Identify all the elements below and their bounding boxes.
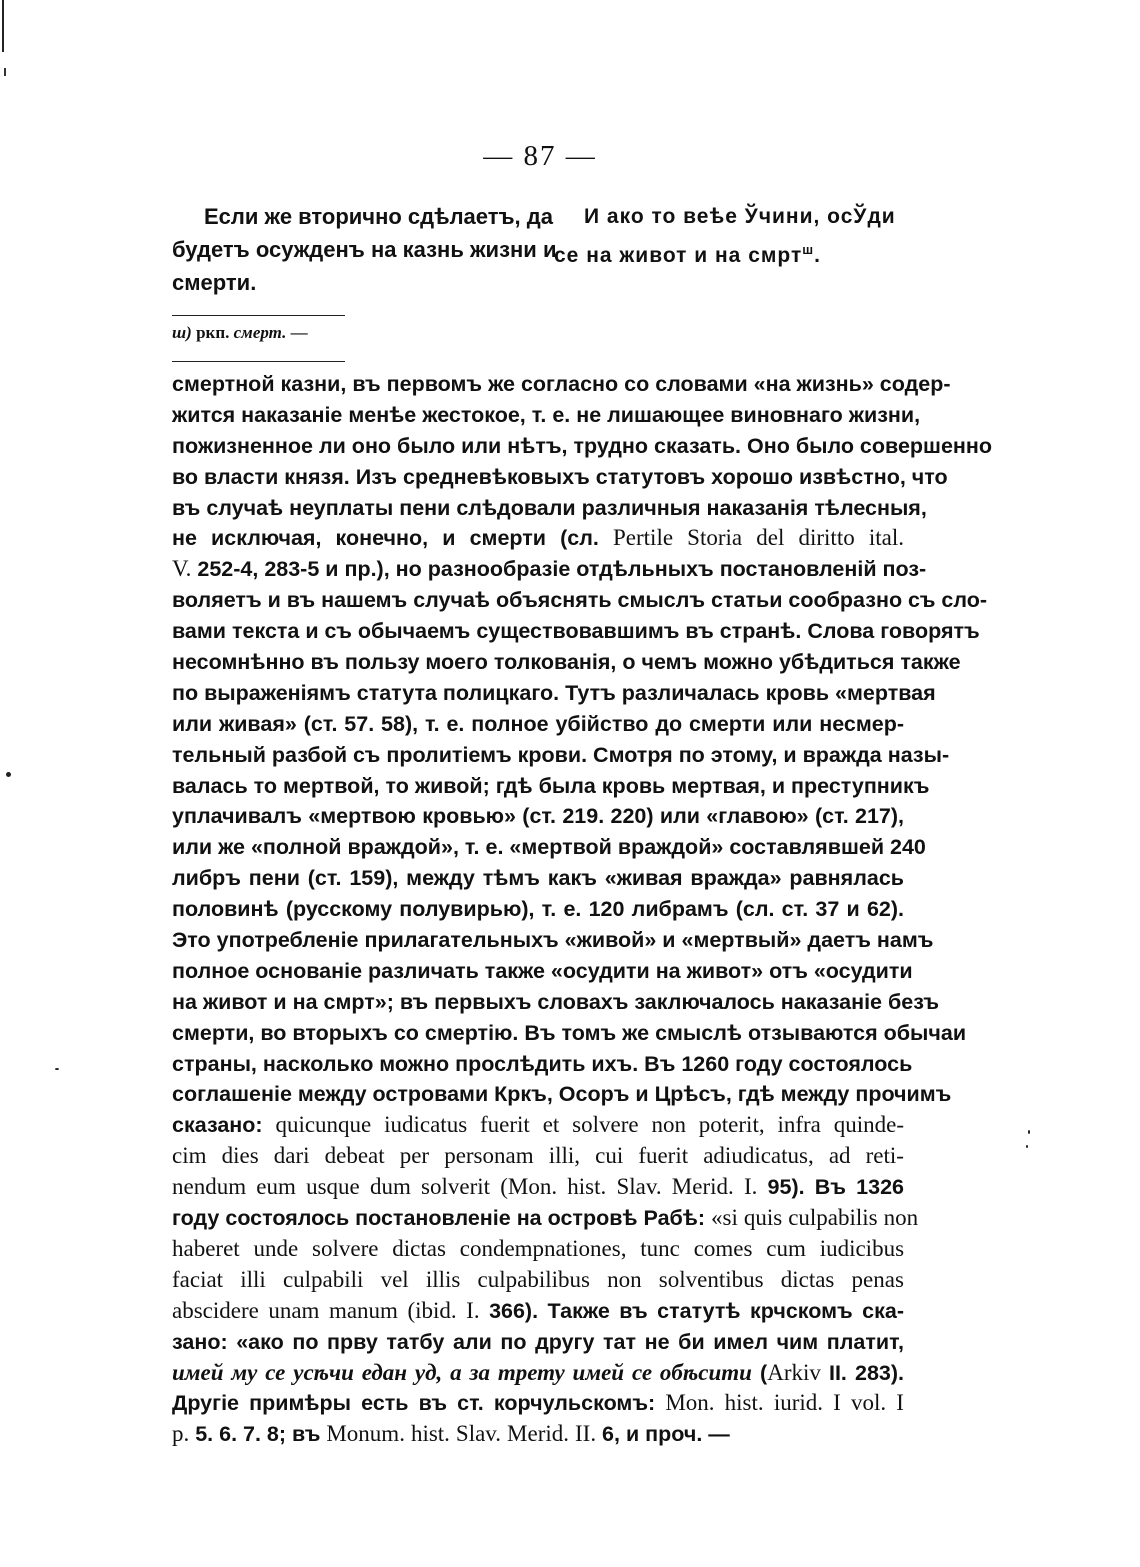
footnote-abbr: ркп. <box>196 323 230 342</box>
text-line: имей му се усѣчи едан уд, а за трету имей се обѣсити (Arkiv II. 283). <box>172 1359 904 1385</box>
text-line: году состоялось постановленіе на островѣ Рабѣ: «si quis culpabilis non <box>172 1205 919 1231</box>
text-line: не исключая, конечно, и смерти (сл. Pertile Storia del diritto ital. <box>172 525 904 551</box>
commentary-text <box>172 369 993 1450</box>
text-line: по выраженіямъ статута полицкаго. Тутъ различалась кровь «мертвая <box>172 680 936 705</box>
text-line: полное основаніе различать также «осудити на живот» отъ «осудити <box>172 958 913 983</box>
footnote-word: смерт. <box>233 323 287 342</box>
text-line: или же «полной враждой», т. е. «мертвой враждой» составлявшей 240 <box>172 835 926 860</box>
footnote-rule-top <box>172 315 345 316</box>
original-line: И ако то веѣе Ўчини, осЎди <box>584 205 896 228</box>
russian-translation-column <box>172 200 557 299</box>
scan-speck <box>55 1068 59 1070</box>
text-line: половинѣ (русскому полувирью), т. е. 120 либрамъ (сл. ст. 37 и 62). <box>172 897 904 922</box>
footnote-dash: — <box>290 323 308 342</box>
scan-speck <box>6 772 11 777</box>
text-line: Другіе примѣры есть въ ст. корчульскомъ: Mon. hist. iurid. I vol. I <box>172 1390 904 1416</box>
text-line: Это употребленіе прилагательныхъ «живой» и «мертвый» даетъ намъ <box>172 928 934 953</box>
text-line: зано: «ако по прву татбу али по другу тат не би имел чим платит, <box>172 1329 904 1354</box>
text-line: или живая» (ст. 57. 58), т. е. полное убійство до смерти или несмер- <box>172 711 904 736</box>
text-line: въ случаѣ неуплаты пени слѣдовали различныя наказанія тѣлесныя, <box>172 495 927 520</box>
footnote <box>172 323 308 343</box>
text-line: cim dies dari debeat per personam illi, cui fuerit adiudicatus, ad reti- <box>172 1143 904 1169</box>
text-line: вами текста и съ обычаемъ существовавшимъ въ странѣ. Слова говорятъ <box>172 619 980 644</box>
text-line: haberet unde solvere dictas condempnationes, tunc comes cum iudicibus <box>172 1235 905 1261</box>
text-line: воляетъ и въ нашемъ случаѣ объяснять смыслъ статьи сообразно съ сло- <box>172 588 988 613</box>
text-line: страны, насколько можно прослѣдить ихъ. Въ 1260 году состоялось <box>172 1051 913 1076</box>
original-line: се на живот и на смрт$^ш$. <box>554 242 821 267</box>
text-line: на живот и на смрт»; въ первыхъ словахъ заключалось наказаніе безъ <box>172 989 940 1014</box>
text-line: p. 5. 6. 7. 8; въ Monum. hist. Slav. Merid. II. 6, и проч. — <box>172 1421 730 1447</box>
text-line: валась то мертвой, то живой; гдѣ была кровь мертвая, и преступникъ <box>172 773 930 798</box>
footnote-rule-bottom <box>172 361 345 362</box>
text-line: соглашеніе между островами Кркъ, Осоръ и Црѣсъ, гдѣ между прочимъ <box>172 1082 952 1107</box>
text-line: уплачивалъ «мертвою кровью» (ст. 219. 220) или «главою» (ст. 217), <box>172 804 904 829</box>
page-number: — 87 — <box>483 140 597 172</box>
scan-edge-mark <box>2 0 4 52</box>
text-line: жится наказаніе менѣе жестокое, т. е. не лишающее виновнаго жизни, <box>172 402 921 427</box>
text-line: смертной казни, въ первомъ же согласно со словами «на жизнь» содер- <box>172 372 951 396</box>
text-line: nendum eum usque dum solverit (Mon. hist. Slav. Merid. I. 95). Въ 1326 <box>172 1174 904 1200</box>
text-line: V. 252-4, 283-5 и пр.), но разнообразіе отдѣльныхъ постановленій поз- <box>172 556 927 582</box>
footnote-mark: ш) <box>172 323 192 342</box>
scan-mark <box>4 68 6 76</box>
footnote-ref: ш <box>802 242 815 257</box>
text-line: пожизненное ли оно было или нѣтъ, трудно сказать. Оно было совершенно <box>172 433 993 458</box>
text-line: faciat illi culpabili vel illis culpabilibus non solventibus dictas penas <box>172 1266 904 1292</box>
russian-line: будетъ осужденъ на казнь жизни и <box>172 237 557 262</box>
russian-line: Если же вторично сдѣлаетъ, да <box>204 204 553 229</box>
text-line: сказано: quicunque iudicatus fuerit et solvere non poterit, infra quinde- <box>172 1112 904 1138</box>
text-line: тельный разбой съ пролитіемъ крови. Смотря по этому, и вражда назы- <box>172 742 950 767</box>
text-line: во власти князя. Изъ средневѣковыхъ статутовъ хорошо извѣстно, что <box>172 464 948 489</box>
parallel-text <box>172 200 912 300</box>
text-line: несомнѣнно въ пользу моего толкованія, о чемъ можно убѣдиться также <box>172 650 961 675</box>
text-line: abscidere unam manum (ibid. I. 366). Также въ статутѣ крчскомъ ска- <box>172 1297 904 1323</box>
original-text-column <box>554 200 914 272</box>
text-line: либръ пени (ст. 159), между тѣмъ какъ «живая вражда» равнялась <box>172 866 904 891</box>
scan-speck <box>1028 1130 1030 1134</box>
text-line: смерти, во вторыхъ со смертію. Въ томъ же смыслѣ отзываются обычаи <box>172 1020 967 1045</box>
scan-speck <box>1026 1145 1028 1148</box>
russian-line: смерти. <box>172 270 257 295</box>
